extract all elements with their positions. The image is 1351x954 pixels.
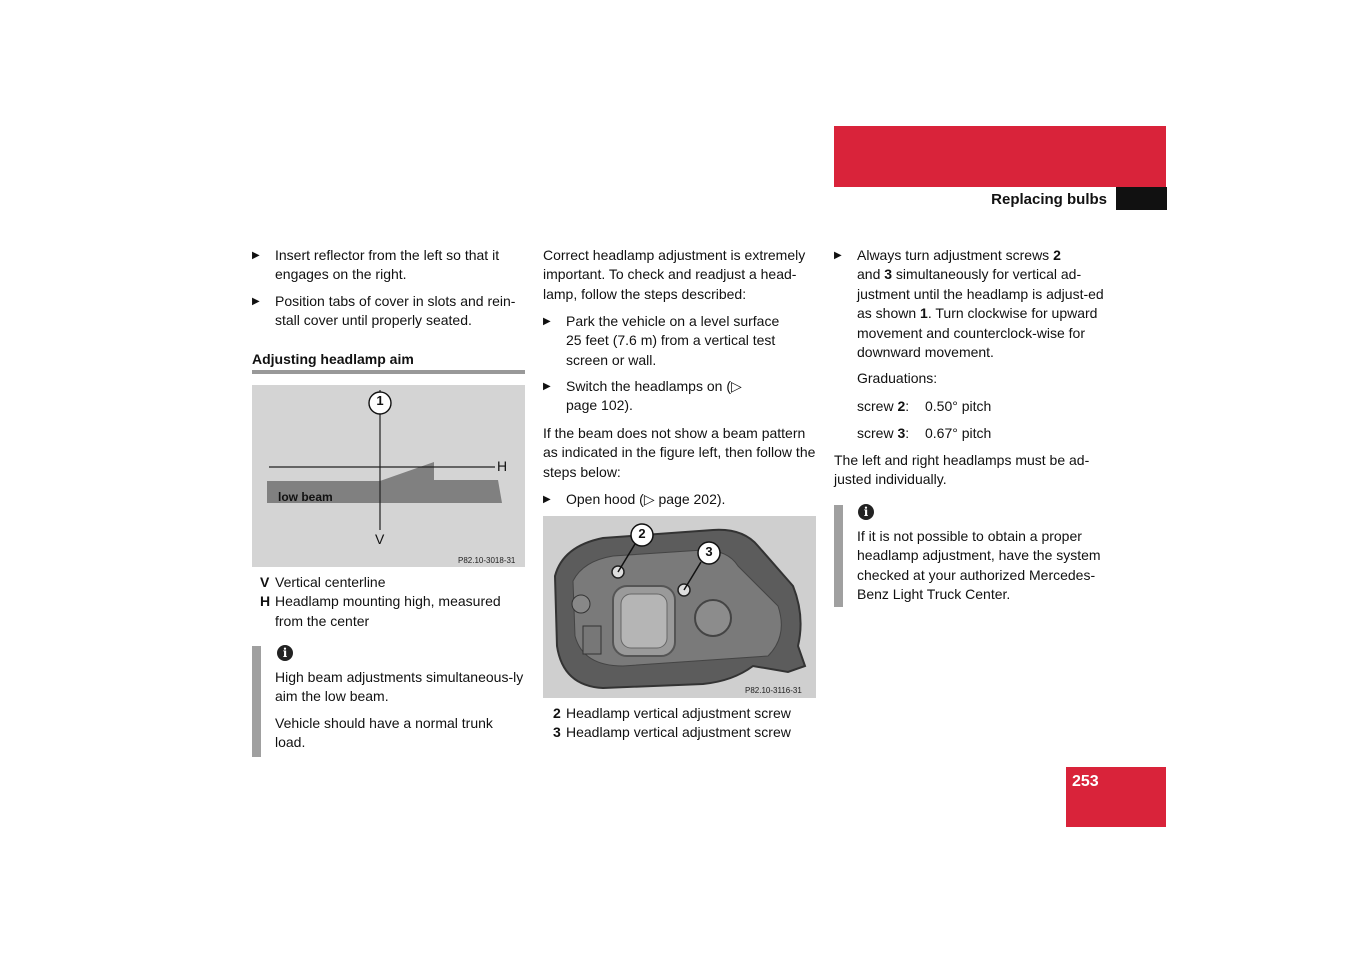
screw-number: 2 [897, 398, 906, 414]
list-item [543, 490, 813, 509]
text-run: simultaneously for vertical ad-justment until the headlamp is adjust-ed as shown [857, 266, 1104, 322]
intro-paragraph: Correct headlamp adjustment is extremely important. To check and readjust a head-lamp, follow the steps described: [543, 247, 806, 302]
list-item [252, 246, 527, 285]
screw-number: 3 [897, 425, 906, 441]
figure-legend [252, 573, 524, 631]
beam-pattern-figure [252, 385, 525, 567]
bullet-arrow-icon: ▶ [543, 494, 551, 505]
paragraph: If the beam does not show a beam pattern as indicated in the figure left, then follow the steps below: [543, 425, 816, 480]
legend-text: Headlamp vertical adjustment screw [566, 724, 791, 741]
figure-legend [543, 704, 817, 743]
v-label: V [375, 531, 385, 547]
legend-key: H [260, 593, 271, 610]
list-item [543, 312, 793, 370]
callout-3: 3 [705, 544, 713, 559]
legend-text: Headlamp mounting high, measured from the center [275, 593, 501, 629]
section-heading: Adjusting headlamp aim [252, 351, 414, 367]
headlamp-illustration [543, 516, 816, 698]
list-item [252, 292, 528, 331]
graduations-label: Graduations: [857, 370, 938, 386]
list-item [543, 377, 743, 416]
heading-rule [252, 370, 525, 374]
legend-text: Vertical centerline [275, 574, 386, 590]
list-item-text [857, 246, 1106, 362]
screw-value: 0.67° pitch [925, 425, 992, 441]
text-run: Always turn adjustment screws [857, 247, 1054, 263]
screw-prefix: screw [857, 398, 898, 414]
screw-prefix: screw [857, 425, 898, 441]
legend-key: 2 [553, 705, 561, 721]
bullet-arrow-icon: ▶ [252, 296, 260, 307]
list-item-text: Park the vehicle on a level surface 25 feet (7.6 m) from a vertical test screen or wall. [566, 313, 780, 368]
legend-item [252, 592, 524, 631]
text-run: and [857, 266, 885, 283]
bullet-arrow-icon: ▶ [543, 316, 551, 327]
subsection-title: Replacing bulbs [991, 191, 1107, 208]
screw-row: screw 2: 0.50° pitch [857, 397, 1057, 416]
low-beam-label: low beam [278, 490, 333, 504]
page-number: 253 [1072, 773, 1099, 790]
info-paragraph: High beam adjustments simultaneous-ly aim the low beam. [275, 669, 524, 705]
headlamp-figure [543, 516, 816, 698]
figure-code: P82.10-3018-31 [458, 556, 516, 565]
info-box-bar [834, 505, 843, 607]
text-run: . Turn clockwise for upward movement and counterclock-wise for downward movement. [857, 305, 1098, 361]
bullet-arrow-icon: ▶ [543, 381, 551, 392]
bulb-holder [695, 600, 731, 636]
lamp-socket-inner [621, 594, 667, 648]
plug [583, 626, 601, 654]
connector [572, 595, 590, 613]
section-title: Practical hints [1175, 158, 1292, 177]
subsection-marker [1116, 187, 1167, 210]
ref-1: 1 [920, 305, 928, 322]
callout-1: 1 [376, 393, 384, 408]
callout-2: 2 [638, 526, 646, 541]
header-accent-block [834, 126, 1166, 187]
list-item-text: Open hood (▷ page 202). [566, 491, 726, 507]
figure-code: P82.10-3116-31 [745, 686, 802, 695]
legend-item [252, 573, 524, 592]
info-icon: i [858, 504, 874, 520]
legend-item [543, 704, 817, 723]
legend-item [543, 723, 817, 742]
legend-key: 3 [553, 724, 561, 741]
h-label: H [497, 458, 508, 474]
list-item-text: Position tabs of cover in slots and rein-stall cover until properly seated. [275, 293, 516, 329]
screw-value: 0.50° pitch [925, 398, 992, 414]
info-box-text [275, 668, 527, 753]
screw-row: screw 3: 0.67° pitch [857, 424, 1057, 443]
info-box-text: If it is not possible to obtain a proper headlamp adjustment, have the system checked at your authorized Mercedes-Benz Light Truck Center. [857, 528, 1101, 603]
info-box-bar [252, 646, 261, 757]
legend-text: Headlamp vertical adjustment screw [566, 705, 791, 721]
paragraph: The left and right headlamps must be ad-justed individually. [834, 452, 1090, 488]
ref-3: 3 [884, 266, 893, 283]
info-paragraph: Vehicle should have a normal trunk load. [275, 714, 493, 751]
list-item-text: Insert reflector from the left so that it engages on the right. [275, 247, 500, 283]
list-item-text: Switch the headlamps on (▷ page 102). [566, 378, 742, 414]
bullet-arrow-icon: ▶ [834, 250, 842, 261]
beam-pattern-diagram [252, 385, 525, 567]
ref-2: 2 [1053, 247, 1061, 263]
info-icon: i [277, 645, 293, 661]
bullet-arrow-icon: ▶ [252, 250, 260, 261]
legend-key: V [260, 574, 270, 590]
list-item [834, 246, 1106, 362]
